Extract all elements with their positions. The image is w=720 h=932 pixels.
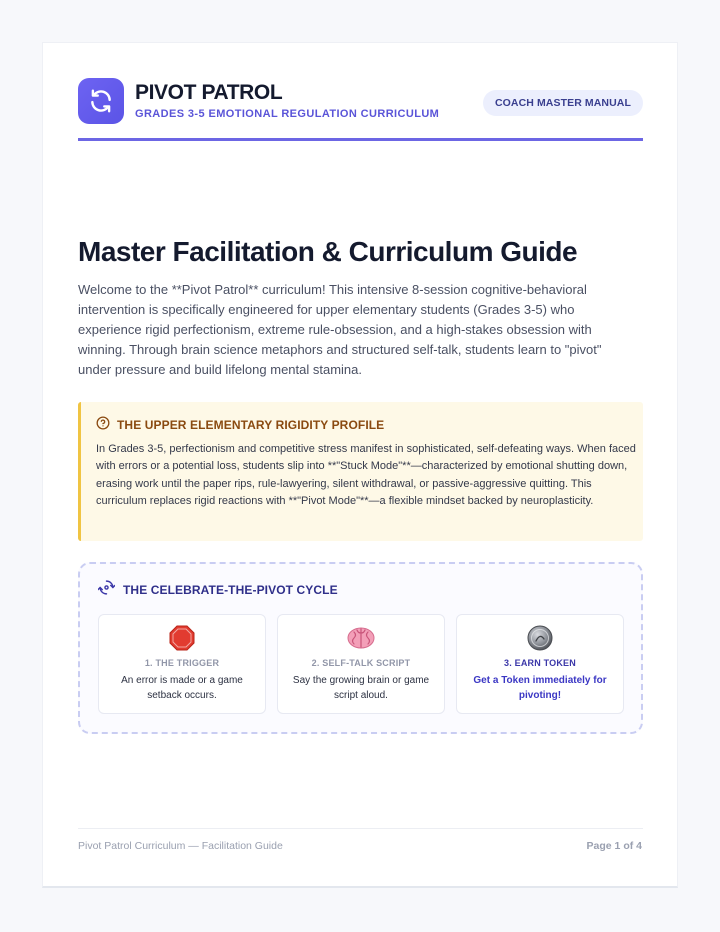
document-page [42,42,678,888]
cycle-step-self-talk [277,614,445,714]
footer-title: Pivot Patrol Curriculum — Facilitation Guide [78,840,283,852]
intro-paragraph: Welcome to the **Pivot Patrol** curriculum! This intensive 8-session cognitive-behavioral intervention is specifically engineered for upper elementary students (Grades 3-5) who experience rigid perfectionism, extreme rule-obsession, and a high-stakes obsession with winning. Through brain science metaphors and structured self-talk, students learn to "pivot" under pressure and build lifelong mental stamina. [78,282,602,377]
step-label: 1. THE TRIGGER [144,658,220,668]
question-circle-icon [96,416,110,435]
cycle-arrows-icon [98,579,115,601]
step-description: Say the growing brain or game script aloud. [292,675,430,701]
step-description: Get a Token immediately for pivoting! [473,675,607,701]
brand-title: PIVOT PATROL [135,81,283,104]
rigidity-profile-callout [78,402,643,541]
footer-divider [78,828,643,829]
cycle-step-earn-token [456,614,624,714]
brain-icon [278,625,444,651]
cycle-step-trigger [98,614,266,714]
page-title: Master Facilitation & Curriculum Guide [78,236,578,267]
cycle-title: THE CELEBRATE-THE-PIVOT CYCLE [123,583,338,597]
step-label: 2. SELF-TALK SCRIPT [311,658,411,668]
callout-header [96,416,384,434]
header [78,78,643,142]
refresh-cycle-icon [78,78,124,124]
header-divider [78,138,643,141]
manual-badge: COACH MASTER MANUAL [483,90,643,116]
step-description: An error is made or a game setback occurs. [121,675,243,701]
pivot-cycle-panel [78,562,643,734]
callout-title: THE UPPER ELEMENTARY RIGIDITY PROFILE [117,418,385,432]
callout-body: In Grades 3-5, perfectionism and competitive stress manifest in sophisticated, self-defeating ways. When faced with errors or a potential loss, students slip into **"Stuck Mode"**—characterized by emotional shutting down, erasing work until the paper rips, rule-lawyering, silent withdrawal, or passive-aggressive quitting. This curriculum replaces rigid reactions with **"Pivot Mode"**—a flexible mindset backed by neuroplasticity. [96,443,636,507]
stop-sign-icon [99,625,265,651]
coin-token-icon [457,625,623,651]
step-label: 3. EARN TOKEN [504,658,576,668]
cycle-header [98,580,338,600]
brand-subtitle: GRADES 3-5 EMOTIONAL REGULATION CURRICULUM [135,108,440,120]
page-number: Page 1 of 4 [586,840,642,852]
